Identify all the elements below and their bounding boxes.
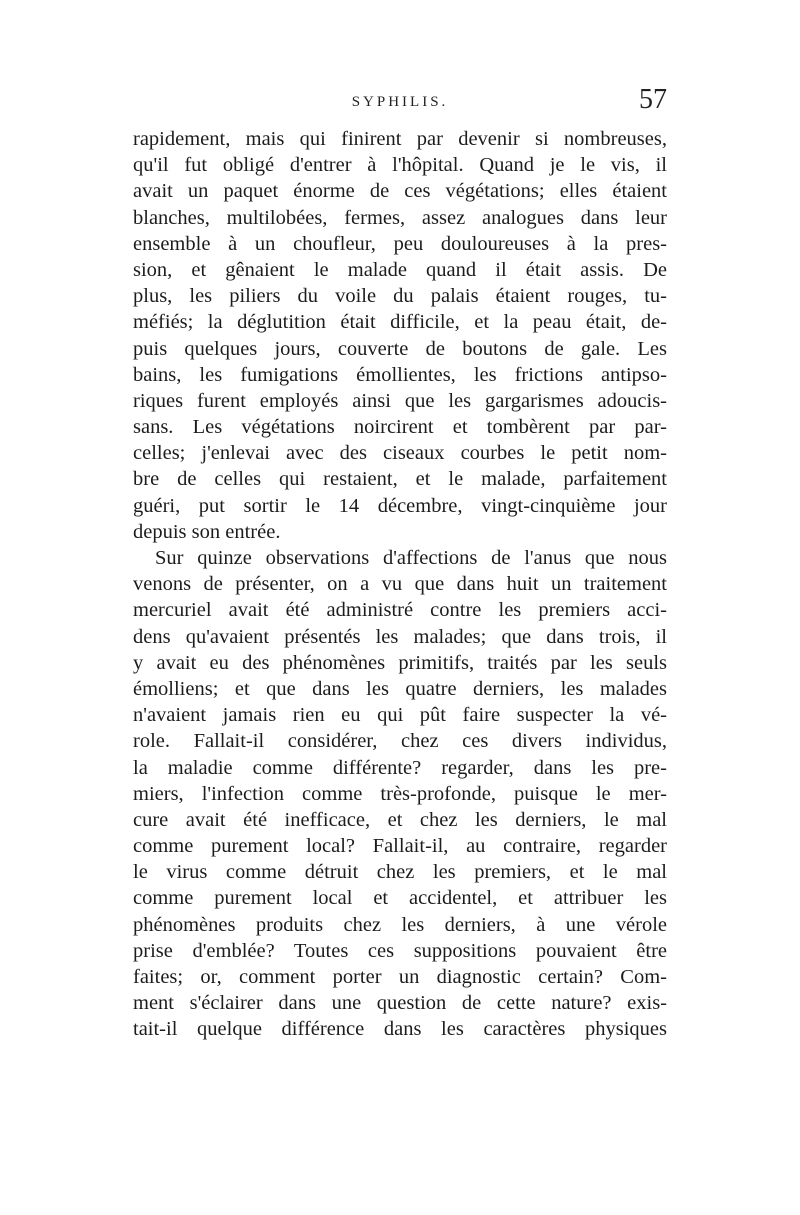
running-title: SYPHILIS. [351, 94, 449, 110]
text-line: rapidement, mais qui finirent par devenir si nombreuses, [133, 128, 667, 150]
page-header [133, 84, 667, 124]
text-line: blanches, multilobées, fermes, assez analogues dans leur [133, 206, 667, 229]
text-line: Sur quinze observations d'affections de l'anus que nous [155, 547, 667, 569]
text-line: faites; or, comment porter un diagnostic certain? Com- [133, 966, 667, 988]
text-line: sans. Les végétations noircirent et tombèrent par par- [133, 416, 667, 439]
text-line: puis quelques jours, couverte de boutons de gale. Les [133, 337, 667, 360]
text-line: mercuriel avait été administré contre les premiers acci- [133, 599, 667, 622]
text-line: comme purement local et accidentel, et attribuer les [133, 887, 667, 910]
text-line: depuis son entrée. [133, 520, 281, 543]
text-line: n'avaient jamais rien eu qui pût faire suspecter la vé- [133, 704, 667, 727]
text-line: miers, l'infection comme très-profonde, puisque le mer- [133, 782, 667, 805]
body-text [133, 126, 667, 1043]
text-line: ment s'éclairer dans une question de cette nature? exis- [133, 992, 667, 1015]
text-line: guéri, put sortir le 14 décembre, vingt-cinquième jour [133, 494, 667, 517]
text-line: tait-il quelque différence dans les caractères physiques [133, 1018, 667, 1041]
text-line: avait un paquet énorme de ces végétations; elles étaient [133, 180, 667, 203]
text-line: phénomènes produits chez les derniers, à une vérole [133, 913, 667, 936]
text-line: dens qu'avaient présentés les malades; que dans trois, il [133, 625, 667, 648]
text-line: bre de celles qui restaient, et le malade, parfaitement [133, 468, 667, 491]
text-line: comme purement local? Fallait-il, au contraire, regarder [133, 835, 667, 858]
text-line: ensemble à un choufleur, peu douloureuses à la pres- [133, 232, 667, 255]
text-line: riques furent employés ainsi que les gargarismes adoucis- [133, 389, 667, 412]
text-line: bains, les fumigations émollientes, les frictions antipso- [133, 363, 667, 386]
text-line: la maladie comme différente? regarder, dans les pre- [133, 756, 667, 779]
text-line: méfiés; la déglutition était difficile, et la peau était, de- [133, 311, 667, 334]
text-line: le virus comme détruit chez les premiers, et le mal [133, 861, 667, 884]
text-line: venons de présenter, on a vu que dans huit un traitement [133, 573, 667, 596]
page-number: 57 [639, 84, 667, 115]
text-line: y avait eu des phénomènes primitifs, traités par les seuls [133, 651, 667, 674]
text-line: role. Fallait-il considérer, chez ces divers individus, [133, 730, 667, 753]
text-line: prise d'emblée? Toutes ces suppositions pouvaient être [133, 939, 667, 962]
text-line: celles; j'enlevai avec des ciseaux courbes le petit nom- [133, 442, 667, 465]
text-line: qu'il fut obligé d'entrer à l'hôpital. Quand je le vis, il [133, 154, 667, 177]
text-line: plus, les piliers du voile du palais étaient rouges, tu- [133, 285, 667, 308]
text-line: émolliens; et que dans les quatre derniers, les malades [133, 677, 667, 700]
text-line: cure avait été inefficace, et chez les derniers, le mal [133, 808, 667, 831]
text-line: sion, et gênaient le malade quand il était assis. De [133, 258, 667, 281]
